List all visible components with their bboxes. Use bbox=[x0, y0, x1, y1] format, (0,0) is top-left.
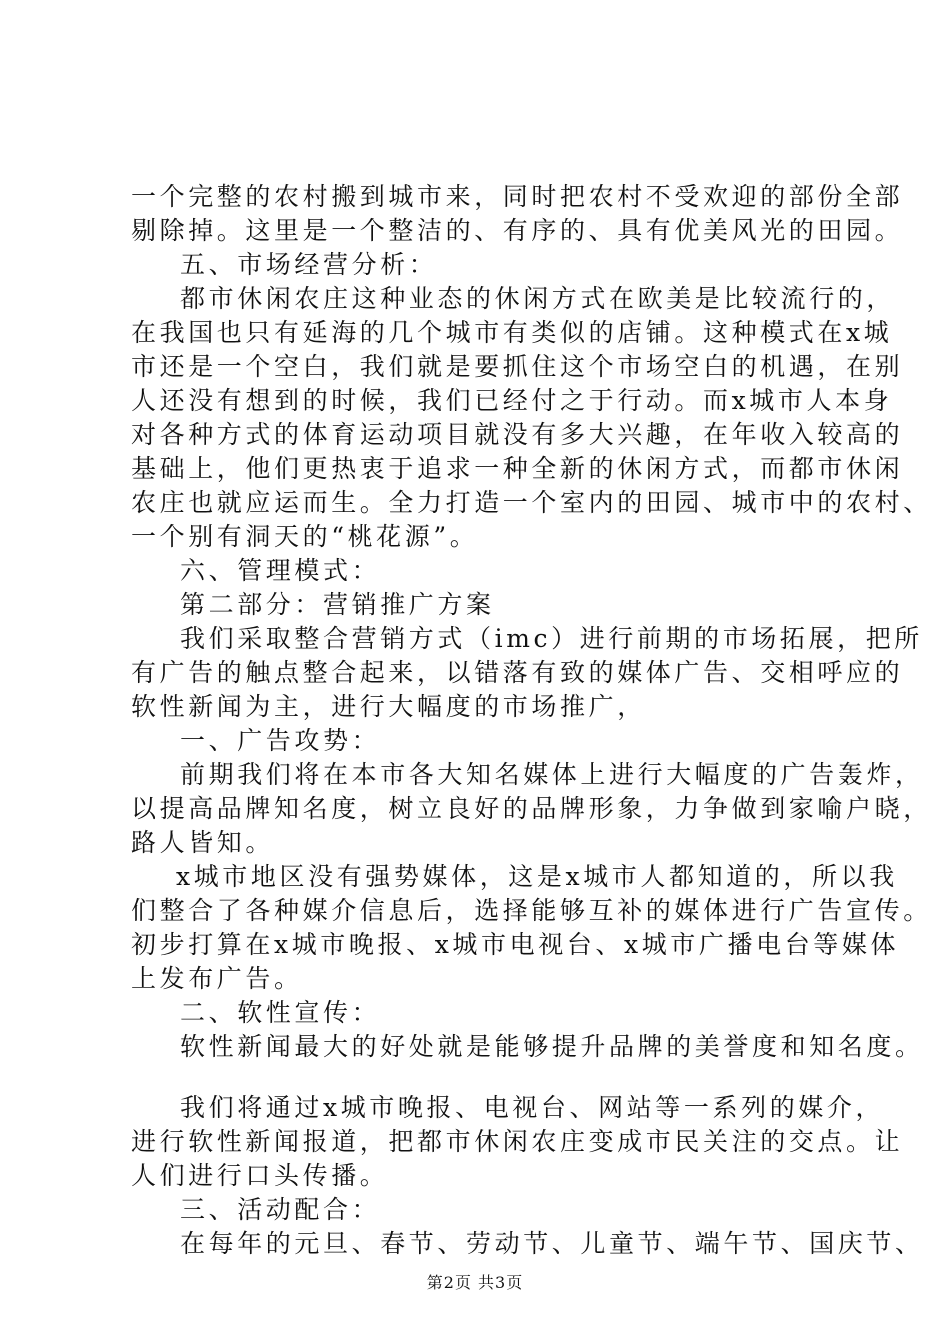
paragraph-line: 上发布广告。 bbox=[131, 964, 303, 993]
paragraph-line: 进行软性新闻报道，把都市休闲农庄变成市民关注的交点。让 bbox=[131, 1127, 904, 1156]
paragraph-line: 初步打算在x城市晚报、x城市电视台、x城市广播电台等媒体 bbox=[131, 930, 900, 959]
section-heading: 六、管理模式： bbox=[180, 556, 381, 585]
paragraph-line: 人还没有想到的时候，我们已经付之于行动。而x城市人本身 bbox=[131, 386, 893, 415]
paragraph-line: 市还是一个空白，我们就是要抓住这个市场空白的机遇，在别 bbox=[131, 352, 904, 381]
paragraph-line: 软性新闻为主，进行大幅度的市场推广， bbox=[131, 692, 646, 721]
paragraph-line: 农庄也就应运而生。全力打造一个室内的田园、城市中的农村、 bbox=[131, 488, 932, 517]
part-heading: 第二部分：营销推广方案 bbox=[180, 590, 495, 619]
section-heading: 五、市场经营分析： bbox=[180, 250, 438, 279]
paragraph-line: 软性新闻最大的好处就是能够提升品牌的美誉度和知名度。 bbox=[180, 1032, 924, 1061]
paragraph-line: 对各种方式的体育运动项目就没有多大兴趣，在年收入较高的 bbox=[131, 420, 904, 449]
paragraph-line: 人们进行口头传播。 bbox=[131, 1161, 389, 1190]
paragraph-line: 都市休闲农庄这种业态的休闲方式在欧美是比较流行的， bbox=[180, 284, 896, 313]
page-footer: 第2页 共3页 bbox=[426, 1273, 524, 1292]
paragraph-line: 我们将通过x城市晚报、电视台、网站等一系列的媒介， bbox=[180, 1093, 885, 1122]
paragraph-line: 以提高品牌知名度，树立良好的品牌形象，力争做到家喻户晓， bbox=[131, 794, 932, 823]
section-heading: 二、软性宣传： bbox=[180, 998, 381, 1027]
section-heading: 一、广告攻势： bbox=[180, 726, 381, 755]
paragraph-line: 剔除掉。这里是一个整洁的、有序的、具有优美风光的田园。 bbox=[131, 216, 904, 245]
paragraph-line: 我们采取整合营销方式（imc）进行前期的市场拓展，把所 bbox=[180, 624, 923, 653]
section-heading: 三、活动配合： bbox=[180, 1195, 381, 1224]
paragraph-line: 在我国也只有延海的几个城市有类似的店铺。这种模式在x城 bbox=[131, 318, 893, 347]
paragraph-line: x城市地区没有强势媒体，这是x城市人都知道的，所以我 bbox=[176, 862, 898, 891]
paragraph-line: 前期我们将在本市各大知名媒体上进行大幅度的广告轰炸， bbox=[180, 760, 924, 789]
paragraph-line: 在每年的元旦、春节、劳动节、儿童节、端午节、国庆节、 bbox=[180, 1229, 924, 1258]
paragraph-line: 一个别有洞天的“桃花源”。 bbox=[131, 522, 479, 551]
paragraph-line: 路人皆知。 bbox=[131, 828, 275, 857]
paragraph-line: 一个完整的农村搬到城市来，同时把农村不受欢迎的部份全部 bbox=[131, 182, 904, 211]
paragraph-line: 们整合了各种媒介信息后，选择能够互补的媒体进行广告宣传。 bbox=[131, 896, 932, 925]
paragraph-line: 基础上，他们更热衷于追求一种全新的休闲方式，而都市休闲 bbox=[131, 454, 904, 483]
paragraph-line: 有广告的触点整合起来，以错落有致的媒体广告、交相呼应的 bbox=[131, 658, 904, 687]
